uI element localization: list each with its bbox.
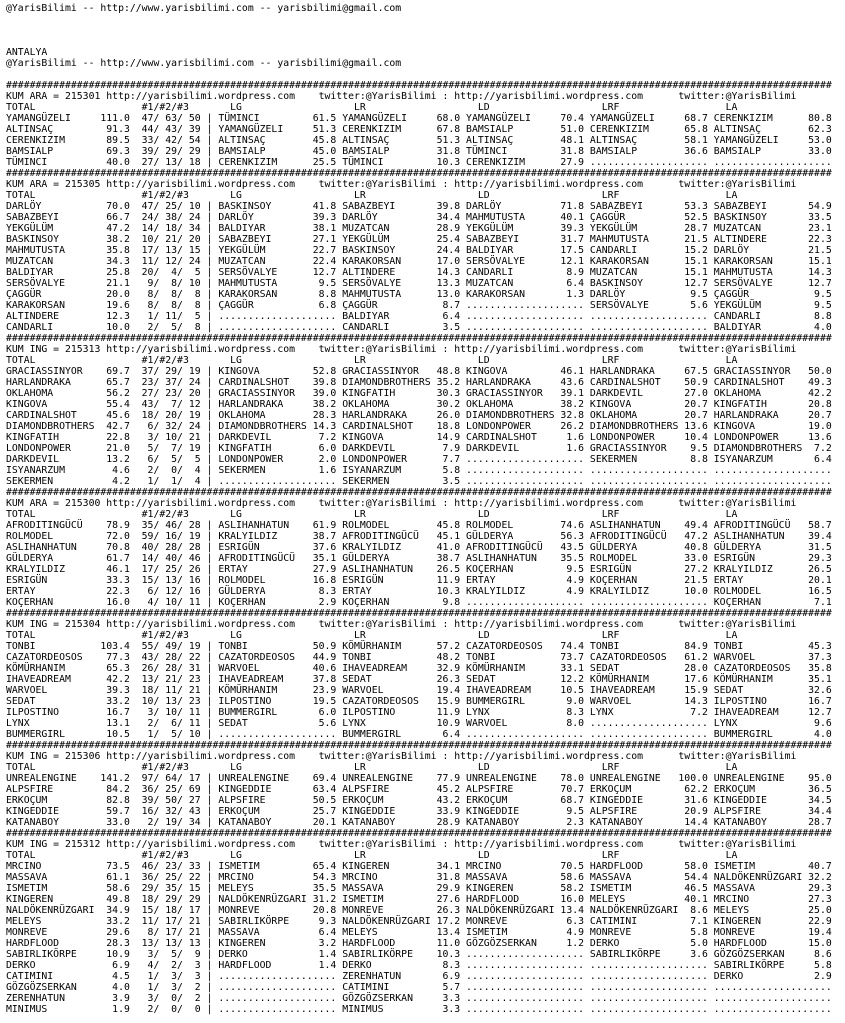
column-header-line: TOTAL #1/#2/#3 LG LR LD LRF LA	[6, 762, 738, 773]
block-separator: ############################################################################################################################################	[6, 828, 832, 839]
stats-row: SERSÖVALYE 21.1 9/ 8/ 10 | MAHMUTUSTA 9.5 SERSÖVALYE 13.3 MUZATCAN 6.4 BASKINSOY 12.7 SERSÖVALYE 12.7	[6, 278, 832, 289]
block-separator: ############################################################################################################################################	[6, 333, 832, 344]
block-separator: ############################################################################################################################################	[6, 487, 832, 498]
stats-row: SABIRLIKÖRPE 10.9 3/ 5/ 9 | DERKO 1.4 SABIRLIKÖRPE 10.3 .................... SABIRLIKÖRPE 3.6 GÖZGÖZSERKAN 8.6	[6, 949, 832, 960]
column-header-line: TOTAL #1/#2/#3 LG LR LD LRF LA	[6, 509, 738, 520]
stats-row: MRCINO 73.5 46/ 23/ 33 | ISMETIM 65.4 KINGEREN 34.1 MRCINO 70.5 HARDFLOOD 58.0 ISMETIM 40.7	[6, 861, 832, 872]
block-title-line: KUM ARA = 215305 http://yarisbilimi.wordpress.com twitter:@YarisBilimi : http://yarisbilimi.wordpress.com twitter:@YarisBilimi	[6, 179, 797, 190]
stats-row: HARDFLOOD 28.3 13/ 13/ 13 | KINGEREN 3.2 HARDFLOOD 11.0 GÖZGÖZSERKAN 1.2 DERKO 5.0 HARDFLOOD 15.0	[6, 938, 832, 949]
stats-row: LYNX 13.1 2/ 6/ 11 | SEDAT 5.6 LYNX 10.9 WARVOEL 8.0 .................... LYNX 9.6	[6, 718, 832, 729]
stats-row: UNREALENGINE 141.2 97/ 64/ 17 | UNREALENGINE 69.4 UNREALENGINE 77.9 UNREALENGINE 78.0 UNREALENGINE 100.0 UNREALENGINE 95.0	[6, 773, 832, 784]
stats-row: MELEYS 33.2 11/ 17/ 21 | SABIRLIKÖRPE 9.3 NALDÖKENRÜZGARI 17.2 MONREVE 6.3 CATIMINI 7.1 KINGEREN 22.9	[6, 916, 832, 927]
stats-row: KÖMÜRHANIM 65.3 26/ 28/ 31 | WARVOEL 40.6 IHAVEADREAM 32.9 KÖMÜRHANIM 33.1 SEDAT 28.0 CAZATORDEOSOS 35.8	[6, 663, 832, 674]
block-title-line: KUM ING = 215313 http://yarisbilimi.wordpress.com twitter:@YarisBilimi : http://yarisbilimi.wordpress.com twitter:@YarisBilimi	[6, 344, 797, 355]
stats-row: ÇAGGÜR 20.0 8/ 8/ 8 | KARAKORSAN 8.8 MAHMUTUSTA 13.0 KARAKORSAN 1.3 DARLÖY 9.5 ÇAGGÜR 9.5	[6, 289, 832, 300]
stats-row: BUMMERGIRL 10.5 1/ 5/ 10 | .................... BUMMERGIRL 6.4 .................... .................... BUMMERGIRL 4.0	[6, 729, 832, 740]
column-header-line: TOTAL #1/#2/#3 LG LR LD LRF LA	[6, 190, 738, 201]
stats-row: SEDAT 33.2 10/ 13/ 23 | ILPOSTINO 19.5 CAZATORDEOSOS 15.9 BUMMERGIRL 9.0 WARVOEL 14.3 ILPOSTINO 16.7	[6, 696, 832, 707]
stats-row: TÜMINCI 40.0 27/ 13/ 18 | CERENKIZIM 25.5 TÜMINCI 10.3 CERENKIZIM 27.9 .................... ....................	[6, 157, 832, 168]
stats-row: KOÇERHAN 16.0 4/ 10/ 11 | KOÇERHAN 2.9 KOÇERHAN 9.8 .................... .................... KOÇERHAN 7.1	[6, 597, 832, 608]
column-header-line: TOTAL #1/#2/#3 LG LR LD LRF LA	[6, 850, 738, 861]
stats-row: DIAMONDBROTHERS 42.7 6/ 32/ 24 | DIAMONDBROTHERS 14.3 CARDINALSHOT 18.8 LONDONPOWER 26.2 DIAMONDBROTHERS 13.6 KINGOVA 19.0	[6, 421, 832, 432]
stats-row: WARVOEL 39.3 18/ 11/ 21 | KÖMÜRHANIM 23.9 WARVOEL 19.4 IHAVEADREAM 10.5 IHAVEADREAM 15.9 SEDAT 32.6	[6, 685, 832, 696]
stats-row: BALDIYAR 25.8 20/ 4/ 5 | SERSÖVALYE 12.7 ALTINDERE 14.3 CANDARLI 8.9 MUZATCAN 15.1 MAHMUTUSTA 14.3	[6, 267, 832, 278]
stats-row: ESRIGÜN 33.3 15/ 13/ 16 | ROLMODEL 16.8 ESRIGÜN 11.9 ERTAY 4.9 KOÇERHAN 21.5 ERTAY 20.1	[6, 575, 832, 586]
stats-row: ALTINSAÇ 91.3 44/ 43/ 39 | YAMANGÜZELI 51.3 CERENKIZIM 67.8 BAMSIALP 51.0 CERENKIZIM 65.8 ALTINSAÇ 62.3	[6, 124, 832, 135]
block-separator: ############################################################################################################################################	[6, 168, 832, 179]
stats-row: KINGEDDIE 59.7 16/ 32/ 43 | ERKOÇUM 25.7 KINGEDDIE 33.9 KINGEDDIE 9.5 ALPSFIRE 20.9 ALPSFIRE 34.4	[6, 806, 832, 817]
stats-row: DERKO 6.9 4/ 2/ 3 | HARDFLOOD 1.4 DERKO 8.3 .................... .................... SABIRLIKÖRPE 5.8	[6, 960, 832, 971]
stats-row: YAMANGÜZELI 111.0 47/ 63/ 50 | TÜMINCI 61.5 YAMANGÜZELI 68.0 YAMANGÜZELI 70.4 YAMANGÜZELI 68.7 CERENKIZIM 80.8	[6, 113, 832, 124]
block-separator: ############################################################################################################################################	[6, 608, 832, 619]
stats-row: KATANABOY 33.0 2/ 19/ 34 | KATANABOY 20.1 KATANABOY 28.9 KATANABOY 2.3 KATANABOY 14.4 KATANABOY 28.7	[6, 817, 832, 828]
stats-row: GÖZGÖZSERKAN 4.0 1/ 3/ 2 | .................... CATIMINI 5.7 .................... .................... ....................	[6, 982, 832, 993]
blank-line	[6, 69, 845, 80]
stats-row: BASKINSOY 38.2 10/ 21/ 20 | SABAZBEYI 27.1 YEKGÜLÜM 25.4 SABAZBEYI 31.7 MAHMUTUSTA 21.5 ALTINDERE 22.3	[6, 234, 832, 245]
block-separator: ############################################################################################################################################	[6, 80, 832, 91]
stats-row: ALPSFIRE 84.2 36/ 25/ 69 | KINGEDDIE 63.4 ALPSFIRE 45.2 ALPSFIRE 70.7 ERKOÇUM 62.2 ERKOÇUM 36.5	[6, 784, 832, 795]
stats-row: KINGEREN 49.8 18/ 29/ 29 | NALDÖKENRÜZGARI 31.2 ISMETIM 27.6 HARDFLOOD 16.0 MELEYS 40.1 MRCINO 27.3	[6, 894, 832, 905]
stats-row: MASSAVA 61.1 36/ 25/ 22 | MRCINO 54.3 MRCINO 31.8 MASSAVA 58.6 MASSAVA 54.4 NALDÖKENRÜZGARI 32.2	[6, 872, 832, 883]
stats-row: ROLMODEL 72.0 59/ 16/ 19 | KRALYILDIZ 38.7 AFRODITINGÜCÜ 45.1 GÜLDERYA 56.3 AFRODITINGÜCÜ 47.2 ASLIHANHATUN 39.4	[6, 531, 832, 542]
stats-row: MUZATCAN 34.3 11/ 12/ 24 | MUZATCAN 22.4 KARAKORSAN 17.0 SERSÖVALYE 12.1 KARAKORSAN 15.1 KARAKORSAN 15.1	[6, 256, 832, 267]
block-title-line: KUM ING = 215304 http://yarisbilimi.wordpress.com twitter:@YarisBilimi : http://yarisbilimi.wordpress.com twitter:@YarisBilimi	[6, 619, 797, 630]
stats-row: OKLAHOMA 56.2 27/ 23/ 20 | GRACIASSINYOR 39.0 KINGFATIH 30.3 GRACIASSINYOR 39.1 DARKDEVIL 27.0 OKLAHOMA 42.2	[6, 388, 832, 399]
stats-row: TONBI 103.4 55/ 49/ 19 | TONBI 50.9 KÖMÜRHANIM 57.2 CAZATORDEOSOS 74.4 TONBI 84.9 TONBI 45.3	[6, 641, 832, 652]
stats-row: DARKDEVIL 13.2 6/ 5/ 5 | LONDONPOWER 2.0 LONDONPOWER 7.7 .................... SEKERMEN 8.8 ISYANARZUM 6.4	[6, 454, 832, 465]
stats-row: ZERENHATUN 3.9 3/ 0/ 2 | .................... GÖZGÖZSERKAN 3.3 .................... .................... ....................	[6, 993, 832, 1004]
city-title: ANTALYA	[6, 47, 48, 58]
stats-row: KINGFATIH 22.8 3/ 10/ 21 | DARKDEVIL 7.2 KINGOVA 14.9 CARDINALSHOT 1.6 LONDONPOWER 10.4 LONDONPOWER 13.6	[6, 432, 832, 443]
stats-row: SABAZBEYI 66.7 24/ 38/ 24 | DARLÖY 39.3 DARLÖY 34.4 MAHMUTUSTA 40.1 ÇAGGÜR 52.5 BASKINSOY 33.5	[6, 212, 832, 223]
stats-row: DARLÖY 70.0 47/ 25/ 10 | BASKINSOY 41.8 SABAZBEYI 39.8 DARLÖY 71.8 SABAZBEYI 53.3 SABAZBEYI 54.9	[6, 201, 832, 212]
block-title-line: KUM ING = 215312 http://yarisbilimi.wordpress.com twitter:@YarisBilimi : http://yarisbilimi.wordpress.com twitter:@YarisBilimi	[6, 839, 797, 850]
column-header-line: TOTAL #1/#2/#3 LG LR LD LRF LA	[6, 630, 738, 641]
column-header-line: TOTAL #1/#2/#3 LG LR LD LRF LA	[6, 355, 738, 366]
contact-line: @YarisBilimi -- http://www.yarisbilimi.com -- yarisbilimi@gmail.com	[6, 58, 402, 69]
stats-row: CANDARLI 10.0 2/ 5/ 8 | .................... CANDARLI 3.5 .................... .................... BALDIYAR 4.0	[6, 322, 832, 333]
block-title-line: KUM ARA = 215300 http://yarisbilimi.wordpress.com twitter:@YarisBilimi : http://yarisbilimi.wordpress.com twitter:@YarisBilimi	[6, 498, 797, 509]
blank-line	[6, 36, 845, 47]
stats-row: ASLIHANHATUN 70.8 40/ 28/ 28 | ESRIGÜN 37.6 KRALYILDIZ 41.0 AFRODITINGÜCÜ 43.5 GÜLDERYA 40.8 GÜLDERYA 31.5	[6, 542, 832, 553]
column-header-line: TOTAL #1/#2/#3 LG LR LD LRF LA	[6, 102, 738, 113]
stats-row: IHAVEADREAM 42.2 13/ 21/ 23 | IHAVEADREAM 37.8 SEDAT 26.3 SEDAT 12.2 KÖMÜRHANIM 17.6 KÖMÜRHANIM 35.1	[6, 674, 832, 685]
stats-row: KINGOVA 55.4 43/ 7/ 12 | HARLANDRAKA 38.2 OKLAHOMA 30.2 OKLAHOMA 38.2 KINGOVA 20.7 KINGFATIH 20.8	[6, 399, 832, 410]
block-separator: ############################################################################################################################################	[6, 740, 832, 751]
stats-row: ALTINDERE 12.3 1/ 11/ 5 | .................... BALDIYAR 6.4 .................... .................... CANDARLI 8.8	[6, 311, 832, 322]
block-title-line: KUM ING = 215306 http://yarisbilimi.wordpress.com twitter:@YarisBilimi : http://yarisbilimi.wordpress.com twitter:@YarisBilimi	[6, 751, 797, 762]
stats-row: MAHMUTUSTA 35.8 17/ 13/ 15 | YEKGÜLÜM 22.7 BASKINSOY 24.4 BALDIYAR 17.5 CANDARLI 15.2 DARLÖY 21.5	[6, 245, 832, 256]
stats-row: CAZATORDEOSOS 77.3 43/ 28/ 22 | CAZATORDEOSOS 44.9 TONBI 48.2 TONBI 73.7 CAZATORDEOSOS 61.2 WARVOEL 37.3	[6, 652, 832, 663]
stats-row: LONDONPOWER 21.0 5/ 7/ 19 | KINGFATIH 6.0 DARKDEVIL 7.9 DARKDEVIL 1.6 GRACIASSINYOR 9.5 DIAMONDBROTHERS 7.2	[6, 443, 832, 454]
stats-row: ISMETIM 58.6 29/ 35/ 15 | MELEYS 35.5 MASSAVA 29.9 KINGEREN 58.2 ISMETIM 46.5 MASSAVA 29.3	[6, 883, 832, 894]
stats-row: HARLANDRAKA 65.7 23/ 37/ 24 | CARDINALSHOT 39.8 DIAMONDBROTHERS 35.2 HARLANDRAKA 43.6 CARDINALSHOT 50.9 CARDINALSHOT 49.3	[6, 377, 832, 388]
stats-row: GRACIASSINYOR 69.7 37/ 29/ 19 | KINGOVA 52.8 GRACIASSINYOR 48.8 KINGOVA 46.1 HARLANDRAKA 67.5 GRACIASSINYOR 50.0	[6, 366, 832, 377]
blank-line	[6, 25, 845, 36]
stats-row: ERTAY 22.3 6/ 12/ 16 | GÜLDERYA 8.3 ERTAY 10.3 KRALYILDIZ 4.9 KRALYILDIZ 10.0 ROLMODEL 16.5	[6, 586, 832, 597]
stats-row: CATIMINI 4.5 1/ 3/ 3 | .................... ZERENHATUN 6.9 .................... .................... DERKO 2.9	[6, 971, 832, 982]
stats-row: NALDÖKENRÜZGARI 34.9 15/ 18/ 17 | MONREVE 20.8 MONREVE 26.3 NALDÖKENRÜZGARI 13.4 NALDÖKENRÜZGARI 8.6 MELEYS 25.0	[6, 905, 832, 916]
stats-row: ERKOÇUM 82.8 39/ 50/ 27 | ALPSFIRE 50.5 ERKOÇUM 43.2 ERKOÇUM 68.7 KINGEDDIE 31.6 KINGEDDIE 34.5	[6, 795, 832, 806]
stats-row: MONREVE 29.6 8/ 17/ 21 | MASSAVA 6.4 MELEYS 13.4 ISMETIM 4.9 MONREVE 5.8 MONREVE 19.4	[6, 927, 832, 938]
stats-row: KARAKORSAN 19.6 8/ 8/ 8 | ÇAGGÜR 6.8 ÇAGGÜR 8.7 .................... SERSÖVALYE 5.6 YEKGÜLÜM 9.5	[6, 300, 832, 311]
stats-row: KRALYILDIZ 46.1 17/ 25/ 26 | ERTAY 27.9 ASLIHANHATUN 26.5 KOÇERHAN 9.5 ESRIGÜN 27.2 KRALYILDIZ 26.5	[6, 564, 832, 575]
stats-row: ISYANARZUM 4.6 2/ 0/ 4 | SEKERMEN 1.6 ISYANARZUM 5.8 .................... .................... ....................	[6, 465, 832, 476]
block-title-line: KUM ARA = 215301 http://yarisbilimi.wordpress.com twitter:@YarisBilimi : http://yarisbilimi.wordpress.com twitter:@YarisBilimi	[6, 91, 797, 102]
stats-row: CARDINALSHOT 45.6 18/ 20/ 19 | OKLAHOMA 28.3 HARLANDRAKA 26.0 DIAMONDBROTHERS 32.8 OKLAHOMA 20.7 HARLANDRAKA 20.7	[6, 410, 832, 421]
stats-row: GÜLDERYA 61.7 14/ 40/ 46 | AFRODITINGÜCÜ 35.1 GÜLDERYA 38.7 ASLIHANHATUN 35.5 ROLMODEL 33.0 ESRIGÜN 29.3	[6, 553, 832, 564]
stats-row: ILPOSTINO 16.7 3/ 10/ 11 | BUMMERGIRL 6.0 ILPOSTINO 11.9 LYNX 8.3 LYNX 7.2 IHAVEADREAM 12.7	[6, 707, 832, 718]
stats-row: AFRODITINGÜCÜ 78.9 35/ 46/ 28 | ASLIHANHATUN 61.9 ROLMODEL 45.8 ROLMODEL 74.6 ASLIHANHATUN 49.4 AFRODITINGÜCÜ 58.7	[6, 520, 832, 531]
contact-line: @YarisBilimi -- http://www.yarisbilimi.com -- yarisbilimi@gmail.com	[6, 3, 402, 14]
stats-row: BAMSIALP 69.3 39/ 29/ 29 | BAMSIALP 45.0 BAMSIALP 31.8 TÜMINCI 31.8 BAMSIALP 36.6 BAMSIALP 33.0	[6, 146, 832, 157]
stats-row: CERENKIZIM 89.5 33/ 42/ 54 | ALTINSAÇ 45.8 ALTINSAÇ 51.3 ALTINSAÇ 48.1 ALTINSAÇ 58.1 YAMANGÜZELI 53.0	[6, 135, 832, 146]
stats-row: SEKERMEN 4.2 1/ 1/ 4 | .................... SEKERMEN 3.5 .................... .................... ....................	[6, 476, 832, 487]
stats-row: YEKGÜLÜM 47.2 14/ 18/ 34 | BALDIYAR 38.1 MUZATCAN 28.9 YEKGÜLÜM 39.3 YEKGÜLÜM 28.7 MUZATCAN 23.1	[6, 223, 832, 234]
stats-row: MINIMUS 1.9 2/ 0/ 0 | .................... MINIMUS 3.3 .................... .................... ....................	[6, 1004, 832, 1015]
blank-line	[6, 14, 845, 25]
